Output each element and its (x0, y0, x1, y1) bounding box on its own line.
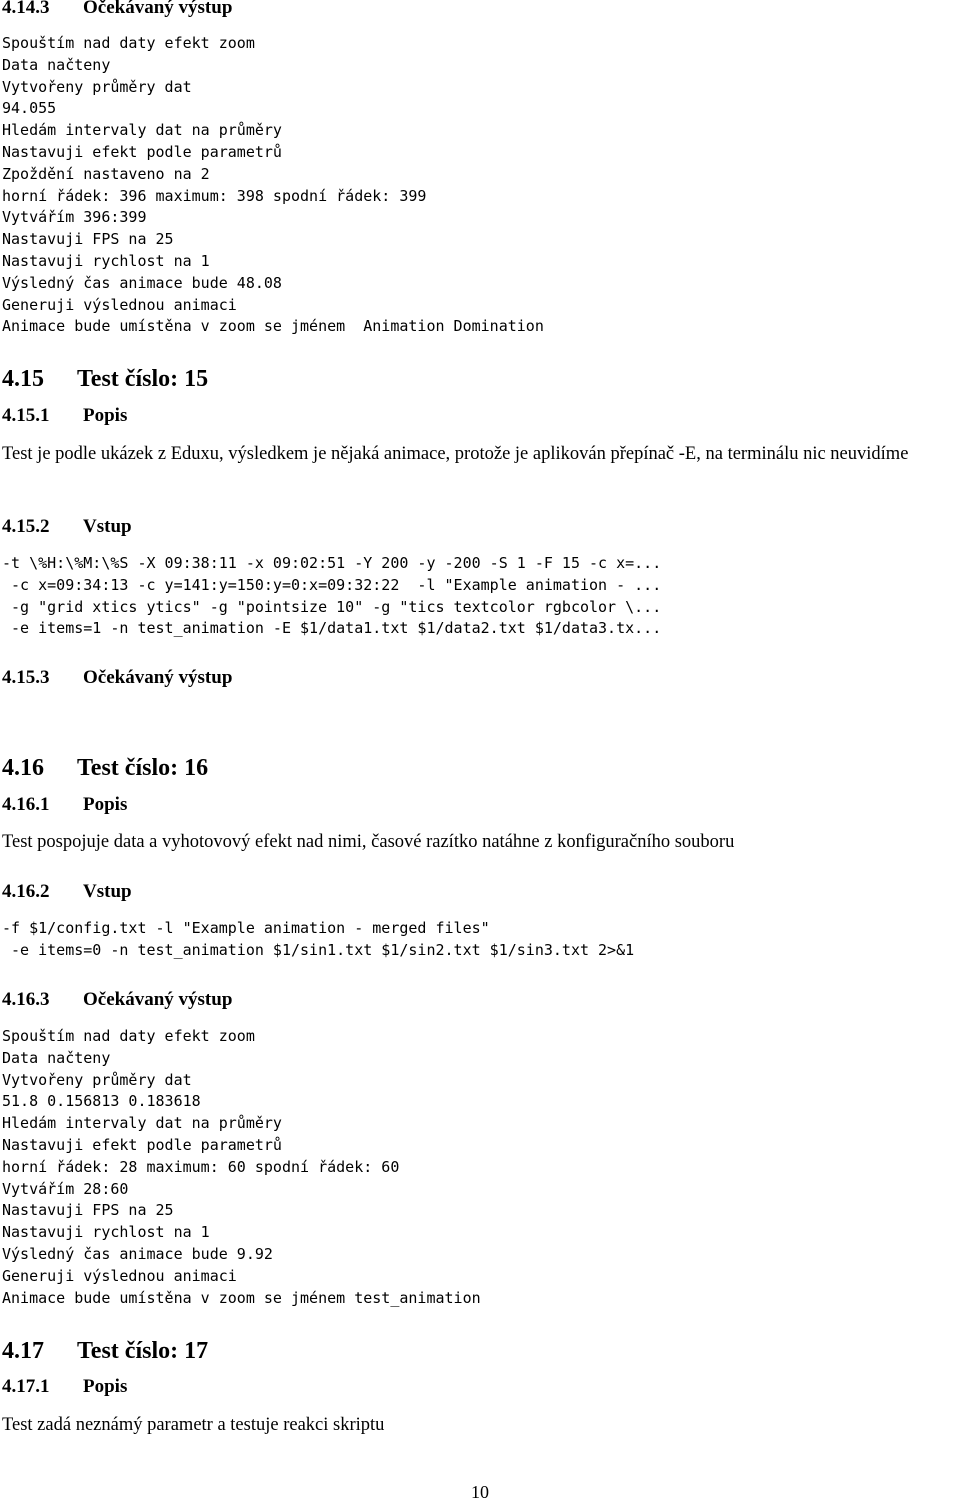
section-heading-4-15-3 (2, 667, 232, 689)
section-number: 4.14.3 (2, 0, 50, 18)
description-paragraph: Test pospojuje data a vyhotovový efekt nad nimi, časové razítko natáhne z konfiguračního souboru (2, 832, 735, 852)
output-line: Nastavuji efekt podle parametrů (2, 1135, 282, 1154)
section-heading-4-14-3 (2, 0, 232, 19)
output-line: Nastavuji FPS na 25 (2, 1201, 174, 1220)
section-heading-4-15 (2, 365, 208, 393)
section-title: Popis (83, 1376, 128, 1397)
section-number: 4.16.3 (2, 989, 50, 1010)
section-number: 4.17 (2, 1338, 44, 1364)
section-number: 4.16 (2, 755, 44, 781)
input-line: -f $1/config.txt -l "Example animation - merged files" (2, 919, 490, 937)
section-heading-4-15-2 (2, 516, 132, 538)
input-line: -c x=09:34:13 -c y=141:y=150:y=0:x=09:32:22 -l "Example animation - ... (2, 575, 662, 594)
section-number: 4.15.1 (2, 405, 50, 426)
output-line: Nastavuji rychlost na 1 (2, 251, 210, 270)
section-title: Test číslo: 16 (77, 755, 209, 781)
output-line: 94.055 (2, 99, 57, 118)
output-line: horní řádek: 396 maximum: 398 spodní řádek: 399 (2, 186, 427, 205)
section-title: Očekávaný výstup (83, 667, 233, 688)
section-title: Test číslo: 15 (77, 366, 209, 392)
output-line: Spouštím nad daty efekt zoom (2, 34, 255, 52)
section-title: Popis (83, 405, 128, 426)
description-paragraph: Test zadá neznámý parametr a testuje reakci skriptu (2, 1415, 385, 1435)
section-heading-4-15-1 (2, 405, 127, 427)
input-line: -t \%H:\%M:\%S -X 09:38:11 -x 09:02:51 -Y 200 -y -200 -S 1 -F 15 -c x=... (2, 554, 662, 572)
output-line: Vytvářím 28:60 (2, 1179, 129, 1198)
section-heading-4-16-2 (2, 881, 132, 903)
section-heading-4-16 (2, 754, 208, 782)
section-heading-4-17 (2, 1337, 208, 1365)
output-line: Generuji výslednou animaci (2, 295, 237, 314)
expected-output-block (2, 1026, 481, 1309)
output-line: Animace bude umístěna v zoom se jménem test_animation (2, 1288, 481, 1307)
input-line: -e items=0 -n test_animation $1/sin1.txt $1/sin2.txt $1/sin3.txt 2>&1 (2, 940, 635, 959)
output-line: Vytvořeny průměry dat (2, 77, 192, 96)
output-line: Hledám intervaly dat na průměry (2, 1114, 282, 1133)
output-line: Nastavuji rychlost na 1 (2, 1223, 210, 1242)
output-line: Data načteny (2, 1048, 111, 1067)
section-title: Popis (83, 794, 128, 815)
section-number: 4.15.3 (2, 667, 50, 688)
section-title: Vstup (83, 516, 132, 537)
section-number: 4.17.1 (2, 1376, 50, 1397)
output-line: Výsledný čas animace bude 48.08 (2, 273, 282, 292)
page-number: 10 (471, 1482, 489, 1502)
input-arguments-block (2, 918, 634, 962)
output-line: Generuji výslednou animaci (2, 1266, 237, 1285)
section-number: 4.16.1 (2, 794, 50, 815)
input-line: -e items=1 -n test_animation -E $1/data1.txt $1/data2.txt $1/data3.tx... (2, 619, 662, 638)
section-title: Očekávaný výstup (83, 0, 233, 18)
input-line: -g "grid xtics ytics" -g "pointsize 10" -g "tics textcolor rgbcolor \... (2, 597, 662, 616)
output-line: Vytvářím 396:399 (2, 208, 147, 227)
output-line: Data načteny (2, 55, 111, 74)
description-paragraph: Test je podle ukázek z Eduxu, výsledkem je nějaká animace, protože je aplikován přepínač -E, na terminálu nic neuvidíme (2, 444, 909, 464)
output-line: horní řádek: 28 maximum: 60 spodní řádek: 60 (2, 1157, 400, 1176)
expected-output-block (2, 33, 544, 338)
output-line: Spouštím nad daty efekt zoom (2, 1027, 255, 1045)
section-number: 4.15 (2, 366, 44, 392)
section-heading-4-16-1 (2, 794, 127, 816)
section-number: 4.16.2 (2, 881, 50, 902)
section-title: Vstup (83, 881, 132, 902)
output-line: Vytvořeny průměry dat (2, 1070, 192, 1089)
section-heading-4-16-3 (2, 989, 232, 1011)
output-line: Zpoždění nastaveno na 2 (2, 164, 210, 183)
section-heading-4-17-1 (2, 1376, 127, 1398)
output-line: 51.8 0.156813 0.183618 (2, 1092, 201, 1111)
output-line: Nastavuji FPS na 25 (2, 230, 174, 249)
section-number: 4.15.2 (2, 516, 50, 537)
input-arguments-block (2, 553, 661, 640)
section-title: Očekávaný výstup (83, 989, 233, 1010)
output-line: Hledám intervaly dat na průměry (2, 121, 282, 140)
section-title: Test číslo: 17 (77, 1338, 209, 1364)
output-line: Výsledný čas animace bude 9.92 (2, 1244, 273, 1263)
output-line: Nastavuji efekt podle parametrů (2, 142, 282, 161)
output-line: Animace bude umístěna v zoom se jménem Animation Domination (2, 317, 544, 336)
